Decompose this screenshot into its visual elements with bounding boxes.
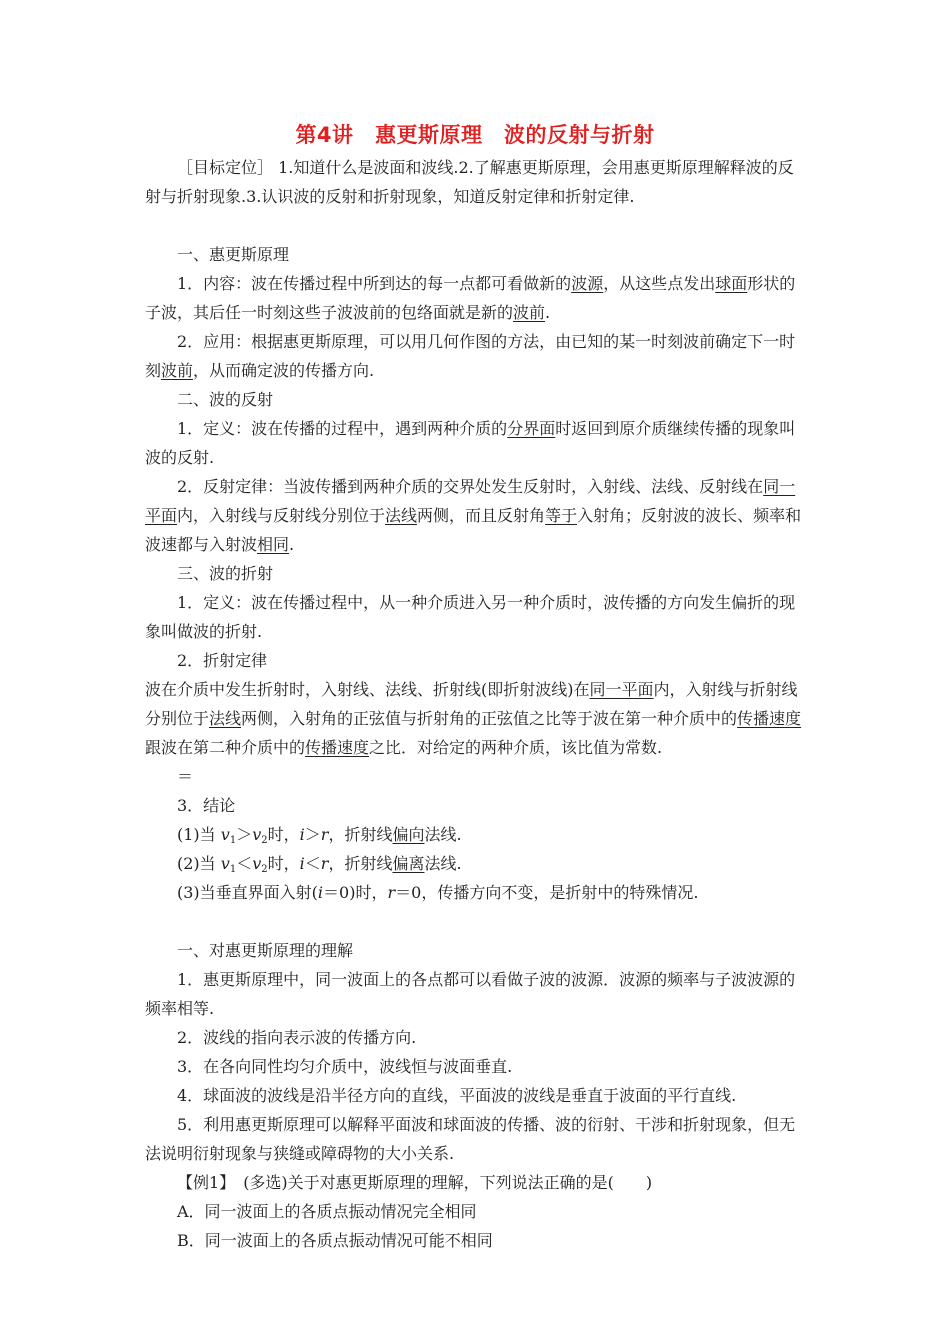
objectives-paragraph: [145, 153, 809, 211]
huygens-content-paragraph: 1．内容：波在传播过程中所到达的每一点都可看做新的波源，从这些点发出球面形状的子波，其后任一时刻这些子波波前的包络面就是新的波前.: [145, 274, 796, 322]
conclusion-3: (3)当垂直界面入射(i＝0)时，r＝0，传播方向不变，是折射中的特殊情况.: [177, 883, 699, 902]
understanding-item: 4．球面波的波线是沿半径方向的直线，平面波的波线是垂直于波面的平行直线.: [177, 1086, 737, 1105]
answer-blank: 偏离: [392, 854, 425, 873]
answer-blank: 法线: [209, 709, 242, 728]
answer-blank: 波源: [571, 274, 604, 293]
example-label: 【例1】: [177, 1173, 228, 1192]
answer-blank: 相同: [257, 535, 290, 554]
example-option-b: B．同一波面上的各质点振动情况可能不相同: [177, 1231, 493, 1250]
refraction-law-paragraph: 波在介质中发生折射时，入射线、法线、折射线(即折射波线)在同一平面内，入射线与折射线分别位于法线两侧，入射角的正弦值与折射角的正弦值之比等于波在第一种介质中的传播速度跟波在第二种介质中的传播速度之比．对给定的两种介质，该比值为常数.: [145, 680, 802, 757]
answer-blank: 传播速度: [305, 738, 370, 757]
answer-blank: 法线: [385, 506, 418, 525]
answer-blank: 波前: [161, 361, 194, 380]
understanding-item: 3．在各向同性均匀介质中，波线恒与波面垂直.: [177, 1057, 513, 1076]
page-title: 第4讲 惠更斯原理 波的反射与折射: [295, 123, 655, 147]
huygens-application-paragraph: 2．应用：根据惠更斯原理，可以用几何作图的方法，由已知的某一时刻波前确定下一时刻波前，从而确定波的传播方向.: [145, 332, 796, 380]
reflection-definition-paragraph: 1．定义：波在传播的过程中，遇到两种介质的分界面时返回到原介质继续传播的现象叫波的反射.: [145, 419, 796, 467]
understanding-item: 2．波线的指向表示波的传播方向.: [177, 1028, 417, 1047]
answer-blank: 等于: [545, 506, 578, 525]
section-heading: 一、惠更斯原理: [177, 245, 290, 264]
example-option-a: A．同一波面上的各质点振动情况完全相同: [177, 1202, 477, 1221]
refraction-law-heading: 2．折射定律: [177, 651, 268, 670]
answer-blank: 波前: [513, 303, 546, 322]
refraction-definition-paragraph: 1．定义：波在传播过程中，从一种介质进入另一种介质时，波传播的方向发生偏折的现象叫做波的折射.: [145, 593, 796, 641]
document-body: [145, 153, 809, 1255]
answer-blank: 同一平面: [145, 477, 796, 525]
conclusion-1: (1)当 $v_1>v_2$时，i＞r，折射线偏向法线.: [177, 825, 462, 846]
section-heading: 三、波的折射: [177, 564, 274, 583]
example-question: 【例1】 (多选)关于对惠更斯原理的理解，下列说法正确的是( ): [177, 1173, 653, 1192]
objectives-text: 1.知道什么是波面和波线.2.了解惠更斯原理，会用惠更斯原理解释波的反射与折射现象.3.认识波的反射和折射现象，知道反射定律和折射定律.: [145, 158, 794, 206]
equation-line: ＝: [177, 767, 194, 786]
objectives-label: ［目标定位］: [177, 158, 274, 177]
answer-blank: 分界面: [507, 419, 556, 438]
understanding-item: 1．惠更斯原理中，同一波面上的各点都可以看做子波的波源．波源的频率与子波波源的频率相等.: [145, 970, 796, 1018]
understanding-item: 5．利用惠更斯原理可以解释平面波和球面波的传播、波的衍射、干涉和折射现象，但无法说明衍射现象与狭缝或障碍物的大小关系.: [145, 1115, 796, 1163]
conclusion-2: (2)当 $v_1<v_2$时，i＜r，折射线偏离法线.: [177, 854, 462, 875]
reflection-law-paragraph: 2．反射定律：当波传播到两种介质的交界处发生反射时，入射线、法线、反射线在同一平面内，入射线与反射线分别位于法线两侧，而且反射角等于入射角；反射波的波长、频率和波速都与入射波相同.: [145, 477, 802, 554]
answer-blank: 传播速度: [737, 709, 802, 728]
section-heading: 一、对惠更斯原理的理解: [177, 941, 354, 960]
conclusion-heading: 3．结论: [177, 796, 236, 815]
answer-blank: 球面: [715, 274, 748, 293]
section-heading: 二、波的反射: [177, 390, 274, 409]
answer-blank: 同一平面: [589, 680, 654, 699]
answer-blank: 偏向: [392, 825, 425, 844]
